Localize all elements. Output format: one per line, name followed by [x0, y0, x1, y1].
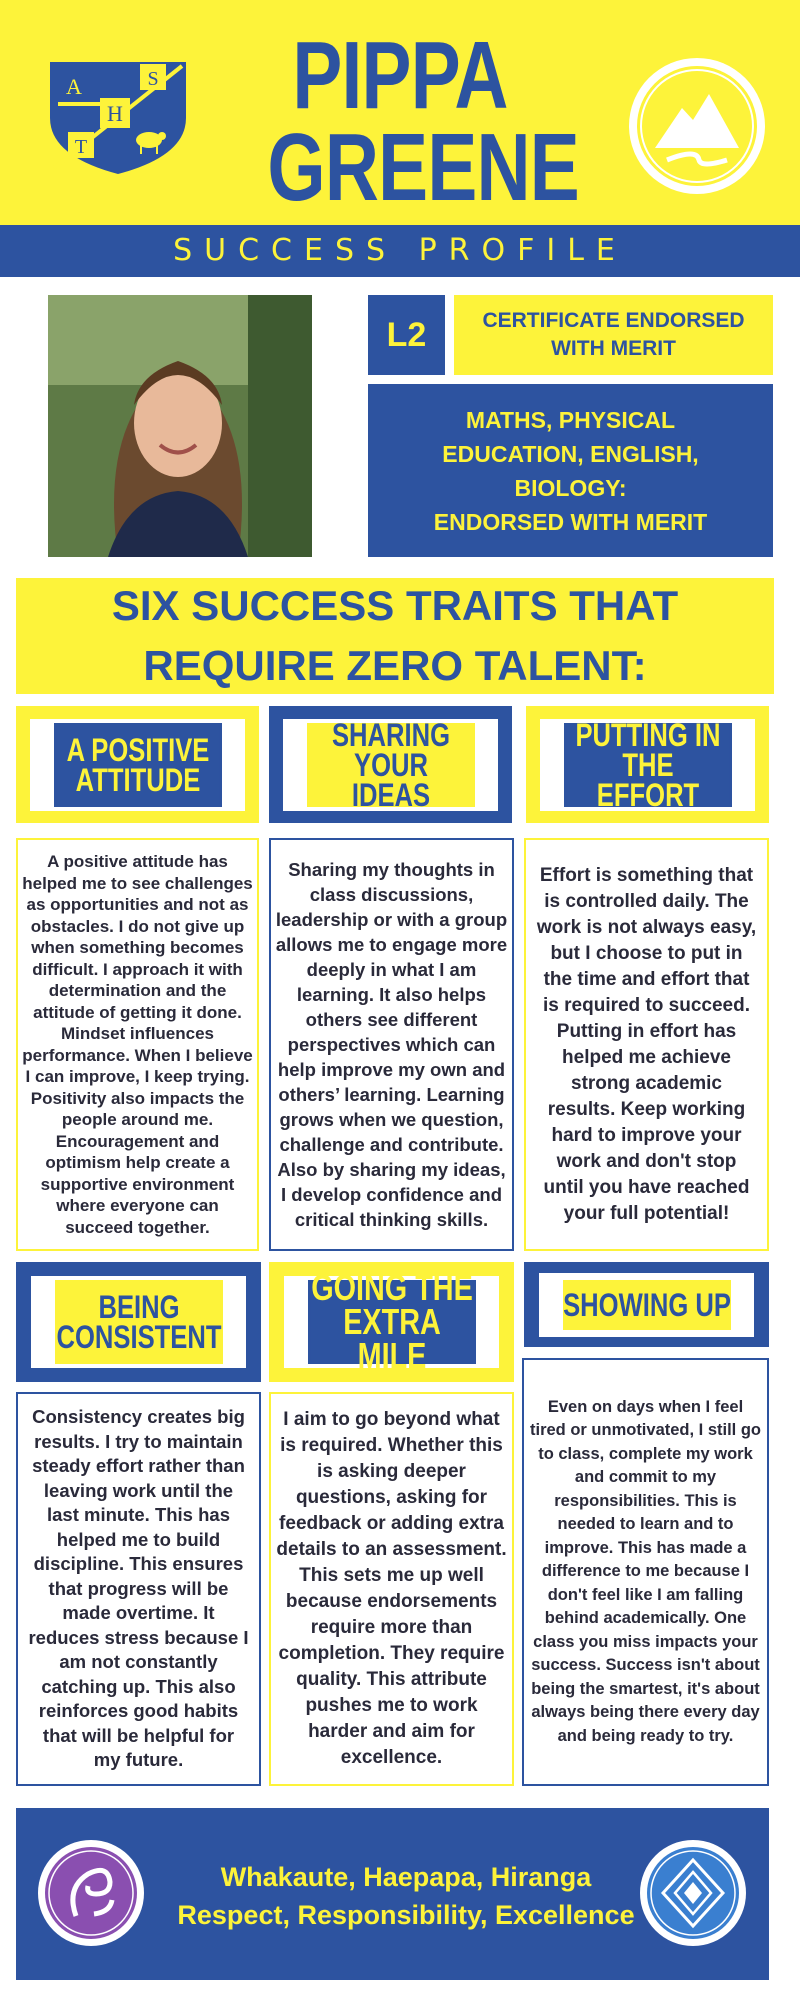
- certificate-endorsement: CERTIFICATE ENDORSED WITH MERIT: [454, 295, 773, 375]
- subjects-line: EDUCATION, ENGLISH,: [442, 440, 699, 467]
- trait-title-line: SHOWING UP: [562, 1286, 731, 1323]
- trait-text-being-consistent: [16, 1392, 261, 1786]
- trait-title-line: CONSISTENT: [56, 1319, 221, 1355]
- trait-text-extra-mile: [269, 1392, 514, 1786]
- trait-text: Consistency creates big results. I try to maintain steady effort rather than leaving work until the last minute. This has helped me to build discipline. This ensures that progress will be made overtime. It reduces stress because I am not constantly catching up. This also reinforces good habits that will be helpful for my future.: [28, 1406, 249, 1771]
- subjects-line: MATHS, PHYSICAL: [465, 406, 676, 433]
- student-last-name: GREENE: [267, 114, 579, 221]
- subjects-endorsement: [368, 384, 773, 557]
- header: [0, 0, 800, 225]
- trait-title-line: ATTITUDE: [75, 761, 200, 798]
- trait-title-line: EXTRA MILE: [342, 1301, 441, 1376]
- trait-heading-showing-up: [524, 1262, 769, 1347]
- blue-pattern-emblem-icon: [638, 1838, 748, 1948]
- subjects-line: BIOLOGY:: [514, 474, 627, 501]
- crest-letter-a: A: [66, 74, 82, 99]
- trait-text: Even on days when I feel tired or unmotivated, I still go to class, complete my work and commit to my responsibilities. This is needed to learn and to improve. This has made a difference to me because I don't feel like I am falling behind academically. One class you miss impacts your success. Success isn't about being the smartest, it's about always being there every day and being ready to try.: [529, 1397, 762, 1745]
- trait-title-line: SHARING YOUR: [331, 716, 450, 783]
- trait-title-line: A POSITIVE: [66, 731, 209, 768]
- trait-title-line: GOING THE: [310, 1267, 473, 1308]
- trait-text: Effort is something that is controlled daily. The work is not always easy, but I choose to put in the time and effort that is required to succeed. Putting in effort has helped me achieve strong academic results. Keep working hard to improve your work and don't stop until you have reached your full potential!: [536, 864, 757, 1224]
- trait-heading-positive-attitude: [16, 706, 259, 823]
- banner-text: SUCCESS PROFILE: [173, 233, 627, 268]
- trait-text: A positive attitude has helped me to see challenges as opportunities and not as obstacles. I do not give up when something becomes difficult. I approach it with determination and the attitude of getting it done. Mindset influences performance. When I believe I can improve, I keep trying. Positivity also impacts the people around me. Encouragement and optimism help create a supportive environment where everyone can succeed together.: [22, 852, 253, 1237]
- school-crest-icon: [44, 58, 192, 176]
- trait-heading-extra-mile: [269, 1262, 514, 1382]
- trait-text: I aim to go beyond what is required. Whether this is asking deeper questions, asking for feedback or adding extra details to an assessment. This sets me up well because endorsements require more than completion. They require quality. This attribute pushes me to work harder and aim for excellence.: [276, 1409, 507, 1768]
- trait-heading-sharing-ideas: [269, 706, 512, 823]
- student-name: [267, 22, 579, 221]
- trait-text-showing-up: [522, 1358, 769, 1786]
- trait-heading-being-consistent: [16, 1262, 261, 1382]
- subjects-line: ENDORSED WITH MERIT: [433, 508, 708, 535]
- purple-emblem-icon: [36, 1838, 146, 1948]
- trait-text: Sharing my thoughts in class discussions, leadership or with a group allows me to engage more deeply in what I am learning. It also helps others see different perspectives which can help improve my own and others’ learning. Learning grows when we question, challenge and contribute. Also by sharing my ideas, I develop confidence and critical thinking skills.: [275, 859, 508, 1230]
- crest-letter-s: S: [147, 68, 159, 90]
- trait-text-sharing-ideas: [269, 838, 514, 1251]
- trait-title-line: IDEAS: [351, 776, 430, 813]
- values-english: Respect, Responsibility, Excellence: [177, 1900, 635, 1930]
- trait-title-line: BEING: [97, 1289, 180, 1325]
- footer: [16, 1808, 769, 1980]
- values-maori: Whakaute, Haepapa, Hiranga: [220, 1862, 592, 1892]
- trait-title-line: EFFORT: [596, 776, 699, 813]
- trait-text-positive-attitude: [16, 838, 259, 1251]
- student-photo: [48, 295, 312, 557]
- level-badge: L2: [368, 295, 445, 375]
- crest-letter-t: T: [74, 136, 88, 158]
- mountain-badge-icon: [627, 56, 767, 196]
- traits-title: [16, 578, 774, 694]
- success-profile-banner: [0, 225, 800, 277]
- student-first-name: PIPPA: [292, 22, 508, 129]
- traits-title-line: SIX SUCCESS TRAITS THAT: [111, 582, 679, 629]
- crest-letter-h: H: [107, 101, 123, 126]
- traits-title-line: REQUIRE ZERO TALENT:: [143, 642, 647, 689]
- trait-heading-putting-in-effort: [526, 706, 769, 823]
- trait-text-putting-in-effort: [524, 838, 769, 1251]
- school-values: [146, 1858, 666, 1934]
- trait-title-line: PUTTING IN THE: [574, 716, 721, 783]
